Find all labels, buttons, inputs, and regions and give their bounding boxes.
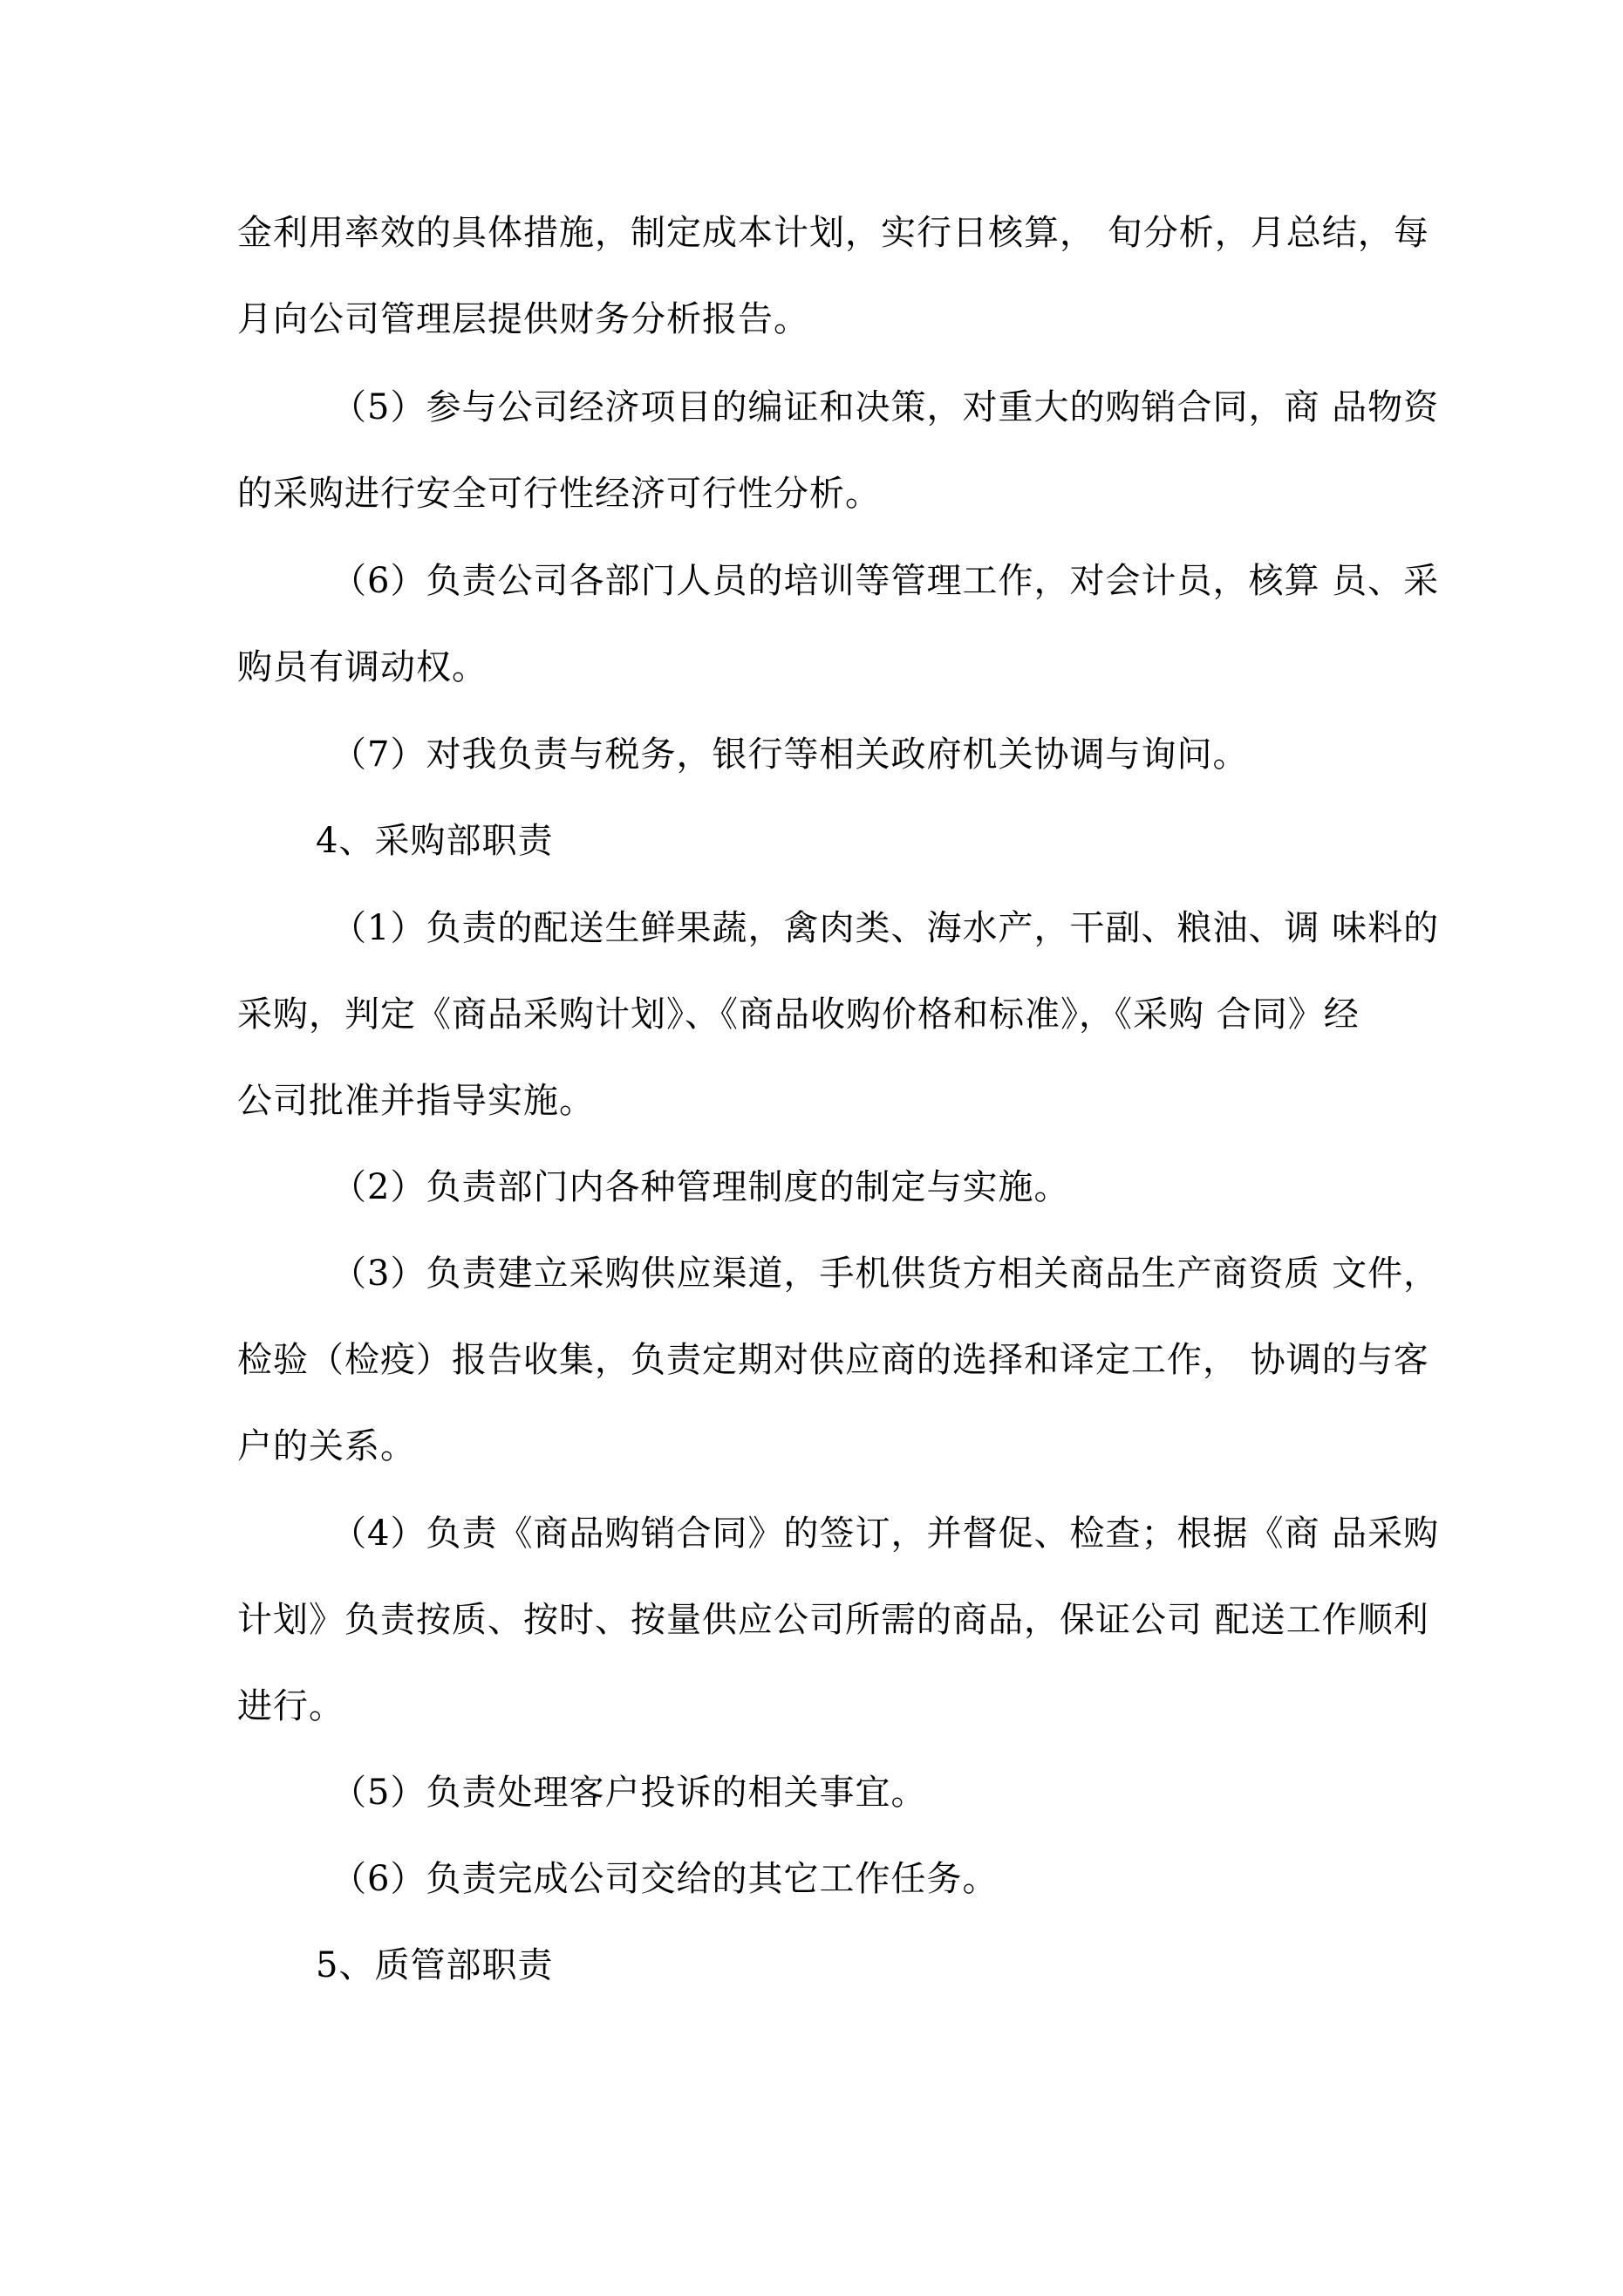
- paragraph-line: 采购，判定《商品采购计划》、《商品收购价格和标准》，《采购 合同》经: [237, 994, 1360, 1035]
- section-heading: 5、质管部职责: [316, 1945, 554, 1985]
- paragraph-line: （5）负责处理客户投诉的相关事宜。: [331, 1773, 927, 1813]
- paragraph-line: 户的关系。: [237, 1426, 416, 1466]
- paragraph-line: 计划》负责按质、按时、按量供应公司所需的商品，保证公司 配送工作顺利: [237, 1600, 1429, 1640]
- paragraph-line: 检验（检疫）报告收集，负责定期对供应商的选择和译定工作， 协调的与客: [237, 1340, 1429, 1380]
- paragraph-line: 月向公司管理层提供财务分析报告。: [237, 299, 809, 339]
- paragraph-line: （5）参与公司经济项目的编证和决策，对重大的购销合同，商 品物资: [331, 387, 1440, 427]
- paragraph-line: 进行。: [237, 1686, 344, 1726]
- paragraph-line: （6）负责公司各部门人员的培训等管理工作，对会计员，核算 员、采: [331, 561, 1440, 601]
- paragraph-line: （3）负责建立采购供应渠道，手机供货方相关商品生产商资质 文件，: [331, 1254, 1440, 1294]
- paragraph-line: （7）对我负责与税务，银行等相关政府机关协调与询问。: [331, 735, 1249, 775]
- paragraph-line: （2）负责部门内各种管理制度的制定与实施。: [331, 1167, 1070, 1207]
- paragraph-line: 购员有调动权。: [237, 647, 488, 687]
- paragraph-line: 公司批准并指导实施。: [237, 1081, 595, 1121]
- section-heading: 4、采购部职责: [316, 821, 554, 861]
- paragraph-line: 金利用率效的具体措施，制定成本计划，实行日核算， 旬分析，月总结，每: [237, 213, 1429, 253]
- paragraph-line: （4）负责《商品购销合同》的签订，并督促、检查；根据《商 品采购: [331, 1514, 1440, 1554]
- paragraph-line: （6）负责完成公司交给的其它工作任务。: [331, 1859, 999, 1899]
- paragraph-line: （1）负责的配送生鲜果蔬，禽肉类、海水产，干副、粮油、调 味料的: [331, 908, 1440, 948]
- paragraph-line: 的采购进行安全可行性经济可行性分析。: [237, 474, 881, 514]
